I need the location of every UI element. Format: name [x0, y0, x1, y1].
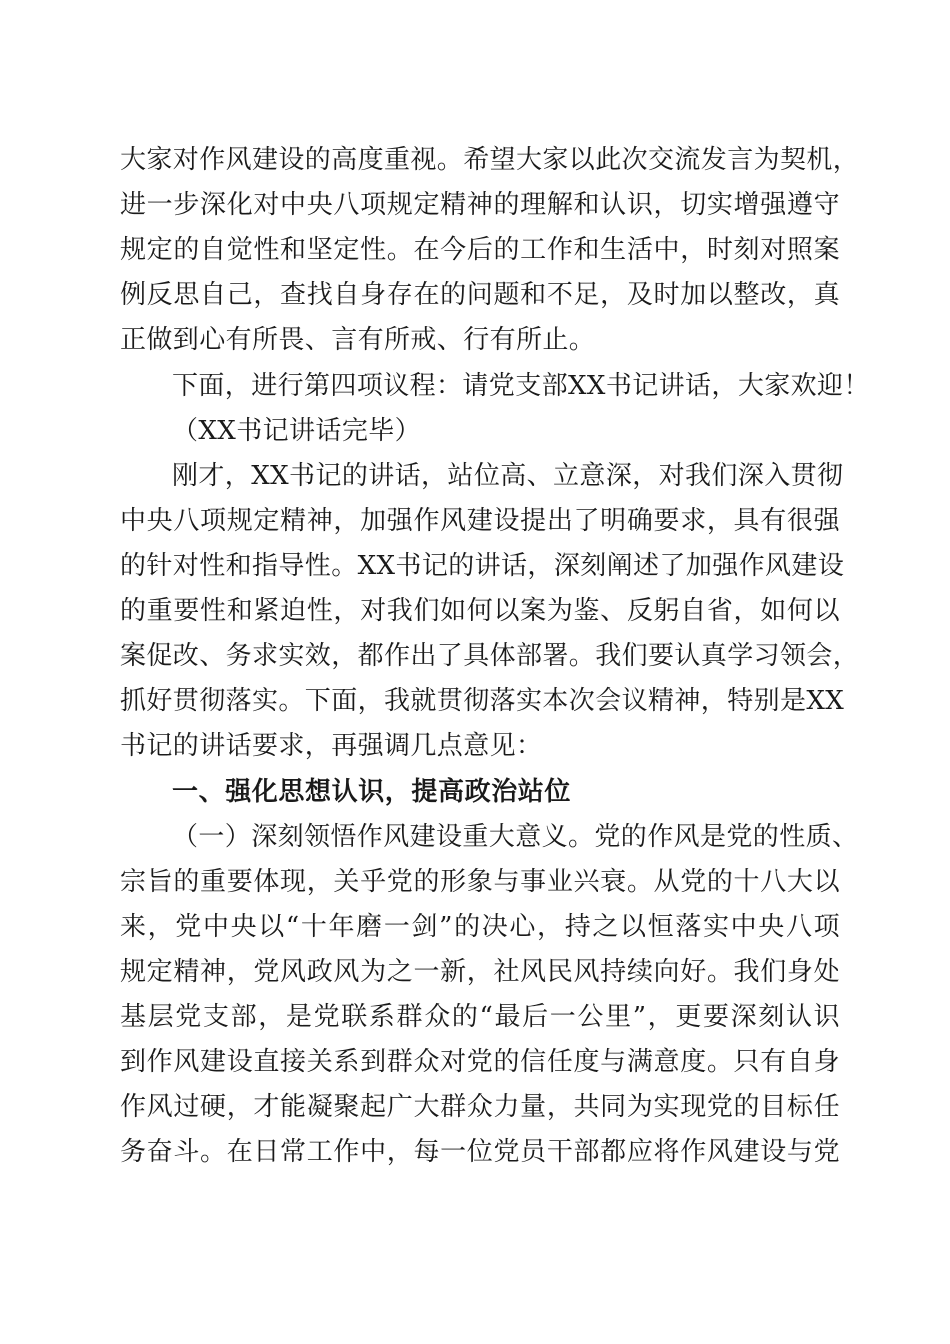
body-text-line: 抓好贯彻落实。下面，我就贯彻落实本次会议精神，特别是XX [120, 686, 845, 716]
body-text-line: 刚才，XX书记的讲话，站位高、立意深，对我们深入贯彻 [172, 461, 844, 491]
agenda-line: 下面，进行第四项议程：请党支部XX书记讲话，大家欢迎！ [172, 371, 870, 401]
body-text-line: 来，党中央以“十年磨一剑”的决心，持之以恒落实中央八项 [120, 912, 840, 942]
body-text-line: 案促改、务求实效，都作出了具体部署。我们要认真学习领会， [120, 641, 860, 671]
body-text-line: 正做到心有所畏、言有所戒、行有所止。 [120, 325, 596, 355]
speech-note: （XX书记讲话完毕） [172, 416, 422, 446]
body-text-line: 基层党支部，是党联系群众的“最后一公里”，更要深刻认识 [120, 1002, 840, 1032]
body-text-line: 中央八项规定精神，加强作风建设提出了明确要求，具有很强 [120, 506, 840, 536]
body-text-line: 进一步深化对中央八项规定精神的理解和认识，切实增强遵守 [120, 190, 840, 220]
body-text-line: 宗旨的重要体现，关乎党的形象与事业兴衰。从党的十八大以 [120, 867, 840, 897]
body-text-line: 规定的自觉性和坚定性。在今后的工作和生活中，时刻对照案 [120, 235, 840, 265]
body-text-line: （一）深刻领悟作风建设重大意义。党的作风是党的性质、 [172, 822, 859, 852]
body-text-line: 例反思自己，查找自身存在的问题和不足，及时加以整改，真 [120, 280, 840, 310]
body-text-line: 大家对作风建设的高度重视。希望大家以此次交流发言为契机， [120, 145, 860, 175]
body-text-line: 的重要性和紧迫性，对我们如何以案为鉴、反躬自省，如何以 [120, 596, 840, 626]
section-heading: 一、强化思想认识，提高政治站位 [172, 777, 572, 807]
body-text-line: 的针对性和指导性。XX书记的讲话，深刻阐述了加强作风建设 [120, 551, 845, 581]
body-text-line: 作风过硬，才能凝聚起广大群众力量，共同为实现党的目标任 [120, 1092, 840, 1122]
body-text-line: 规定精神，党风政风为之一新，社风民风持续向好。我们身处 [120, 957, 840, 987]
body-text-line: 书记的讲话要求，再强调几点意见： [120, 731, 543, 761]
body-text-line: 务奋斗。在日常工作中，每一位党员干部都应将作风建设与党 [120, 1137, 840, 1167]
body-text-line: 到作风建设直接关系到群众对党的信任度与满意度。只有自身 [120, 1047, 840, 1077]
